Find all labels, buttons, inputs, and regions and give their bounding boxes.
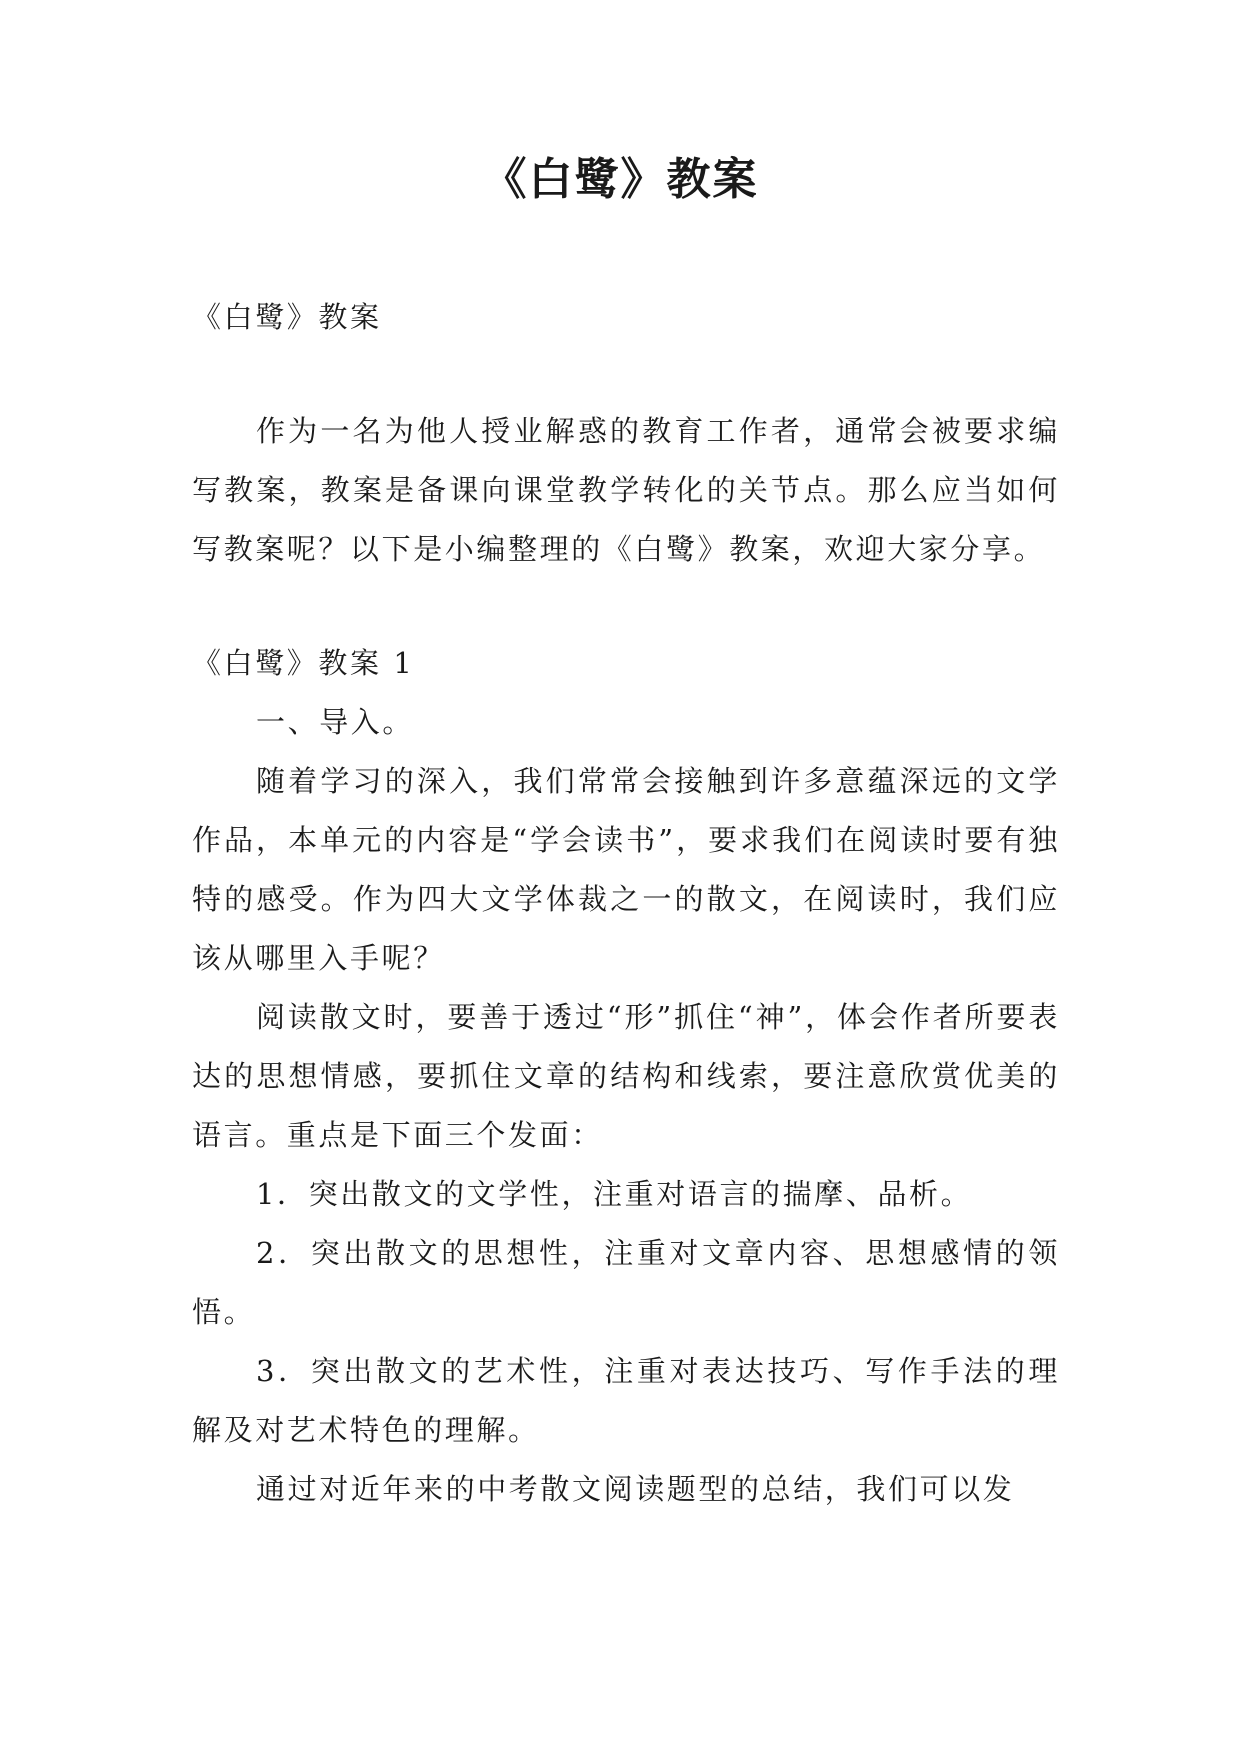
paragraph: 随着学习的深入，我们常常会接触到许多意蕴深远的文学作品，本单元的内容是“学会读书”，要求我们在阅读时要有独特的感受。作为四大文学体裁之一的散文，在阅读时，我们应该从哪里入手呢？ — [192, 764, 1060, 975]
spacer — [192, 579, 1060, 634]
paragraph: 阅读散文时，要善于透过“形”抓住“神”，体会作者所要表达的思想情感，要抓住文章的结构和线索，要注意欣赏优美的语言。重点是下面三个发面： — [192, 1000, 1060, 1152]
subtitle-line: 《白鹭》教案 — [192, 300, 382, 334]
spacer — [192, 347, 1060, 402]
list-item: 2．突出散文的思想性，注重对文章内容、思想感情的领悟。 — [192, 1236, 1060, 1329]
list-item: 1．突出散文的文学性，注重对语言的揣摩、品析。 — [256, 1177, 973, 1211]
paragraph-intro-step: 一、导入。 — [256, 705, 415, 739]
list-item: 3．突出散文的艺术性，注重对表达技巧、写作手法的理解及对艺术特色的理解。 — [192, 1354, 1060, 1447]
section-heading: 《白鹭》教案 1 — [192, 646, 415, 680]
paragraph: 通过对近年来的中考散文阅读题型的总结，我们可以发 — [256, 1472, 1015, 1506]
intro-paragraph: 作为一名为他人授业解惑的教育工作者，通常会被要求编写教案，教案是备课向课堂教学转化的关节点。那么应当如何写教案呢？以下是小编整理的《白鹭》教案，欢迎大家分享。 — [192, 414, 1060, 566]
document-title: 《白鹭》教案 — [482, 154, 759, 205]
document-body — [192, 288, 1060, 1519]
